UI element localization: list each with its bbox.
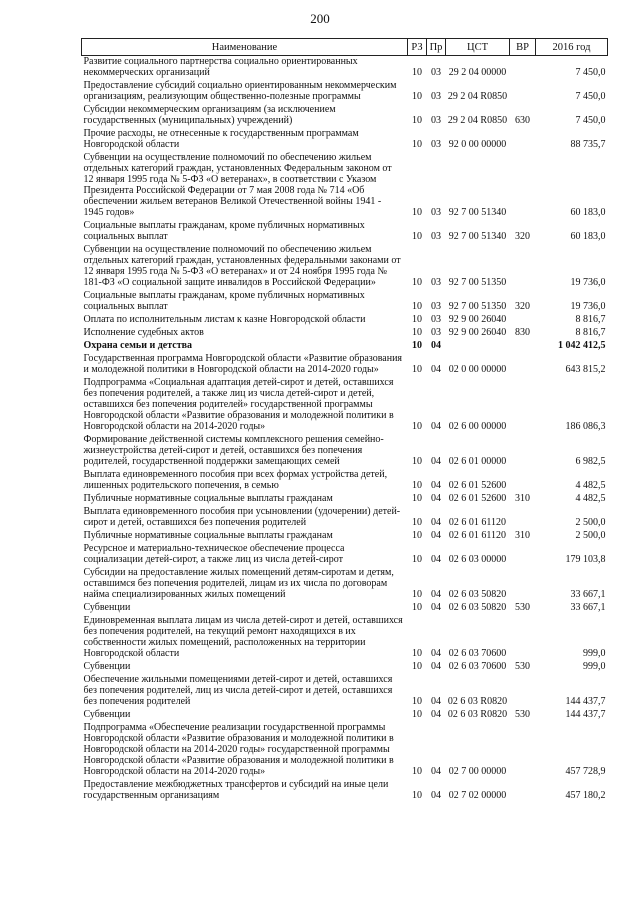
table-row	[82, 493, 608, 506]
table-row	[82, 434, 608, 469]
table-body	[82, 56, 608, 804]
row-pr: 04	[431, 456, 441, 467]
row-cst: 02 6 01 52600	[448, 480, 507, 491]
table-row	[82, 353, 608, 377]
row-pr: 03	[431, 139, 441, 150]
row-vr: 310	[515, 530, 530, 541]
table-row	[82, 152, 608, 220]
row-pr: 04	[431, 589, 441, 600]
row-rz: 10	[412, 456, 422, 467]
row-amount: 19 736,0	[570, 277, 606, 288]
row-pr: 03	[431, 327, 441, 338]
row-rz: 10	[412, 327, 422, 338]
row-amount: 643 815,2	[565, 364, 606, 375]
row-vr	[510, 434, 536, 469]
row-name: Исполнение судебных актов	[83, 327, 204, 338]
row-amount: 8 816,7	[575, 327, 606, 338]
row-pr: 03	[431, 314, 441, 325]
row-amount: 4 482,5	[575, 493, 606, 504]
table-row	[82, 340, 608, 353]
row-name: Ресурсное и материально-техническое обеспечение процесса социализации детей-сирот, а также лиц из числа детей-сирот	[83, 543, 345, 565]
row-name: Публичные нормативные социальные выплаты гражданам	[83, 530, 333, 541]
row-rz: 10	[412, 421, 422, 432]
row-amount: 179 103,8	[565, 554, 606, 565]
row-amount: 33 667,1	[570, 589, 606, 600]
row-name: Субвенции на осуществление полномочий по обеспечению жильем отдельных категорий граждан, установленных Федеральным законом от 12 января 1995 года № 5-ФЗ «О ветеранах», в соответствии с Указом Президента Российской Федерации от 7 мая 2008 года № 714 «Об обеспечении жильем ветеранов Великой Отечественной войны 1941 - 1945 годов»	[83, 152, 392, 218]
row-amount: 144 437,7	[565, 709, 606, 720]
row-cst: 92 9 00 26040	[448, 314, 507, 325]
row-pr: 04	[431, 709, 441, 720]
row-name: Подпрограмма «Социальная адаптация детей-сирот и детей, оставшихся без попечения родителей, а также лиц из числа детей-сирот и детей, оставшихся без попечения родителей» государственной программы Новгородской области «Развитие образования и молодежной политики в Новгородской области на 2014-2020 годы»	[83, 377, 394, 432]
row-cst: 02 6 03 R0820	[447, 696, 508, 707]
table-row	[82, 314, 608, 327]
row-pr: 04	[431, 602, 441, 613]
row-cst: 02 6 00 00000	[448, 421, 507, 432]
row-rz: 10	[412, 314, 422, 325]
column-header-year: 2016 год	[536, 39, 608, 56]
page-number: 200	[310, 11, 330, 26]
row-vr: 530	[515, 709, 530, 720]
row-name: Выплата единовременного пособия при усыновлении (удочерении) детей-сирот и детей, оставшихся без попечения родителей	[83, 506, 401, 528]
row-cst: 29 2 04 00000	[448, 67, 507, 78]
row-name: Субвенции	[83, 602, 131, 613]
table-row	[82, 220, 608, 244]
row-cst	[446, 340, 510, 353]
row-pr: 04	[431, 364, 441, 375]
row-pr: 03	[431, 67, 441, 78]
row-name: Обеспечение жильными помещениями детей-сирот и детей, оставшихся без попечения родителей, лиц из числа детей-сирот и детей, оставшихся без попечения родителей	[83, 674, 393, 707]
row-rz: 10	[412, 480, 422, 491]
row-name: Субвенции на осуществление полномочий по обеспечению жильем отдельных категорий граждан, установленных федеральными законами от 12 января 1995 года № 5-ФЗ «О ветеранах» и от 24 ноября 1995 года № 181-ФЗ «О социальной защите инвалидов в Российской Федерации»	[83, 244, 401, 288]
row-amount: 999,0	[583, 661, 606, 672]
row-rz: 10	[412, 766, 422, 777]
row-amount: 60 183,0	[570, 207, 606, 218]
row-cst: 02 6 03 70600	[448, 661, 507, 672]
table-row	[82, 104, 608, 128]
row-vr	[510, 340, 536, 353]
column-header-cst: ЦСТ	[446, 39, 510, 56]
row-pr: 04	[431, 340, 441, 351]
row-vr	[510, 615, 536, 661]
table-row	[82, 377, 608, 434]
table-row	[82, 674, 608, 709]
row-amount: 457 180,2	[565, 790, 606, 801]
row-amount: 4 482,5	[575, 480, 606, 491]
row-pr: 04	[431, 421, 441, 432]
row-pr: 04	[431, 661, 441, 672]
row-name: Субвенции	[83, 709, 131, 720]
row-name: Субсидии некоммерческим организациям (за исключением государственных (муниципальных) учреждений)	[83, 104, 336, 126]
column-header-rz: РЗ	[408, 39, 427, 56]
table-row	[82, 602, 608, 615]
row-name: Охрана семьи и детства	[83, 340, 193, 351]
row-cst: 02 7 02 00000	[448, 790, 507, 801]
table-row	[82, 709, 608, 722]
row-cst: 02 6 03 50820	[448, 589, 507, 600]
row-vr	[510, 567, 536, 602]
row-vr: 530	[515, 661, 530, 672]
row-pr: 03	[431, 231, 441, 242]
row-vr	[510, 56, 536, 81]
row-pr: 04	[431, 766, 441, 777]
table-row	[82, 244, 608, 290]
row-name: Социальные выплаты гражданам, кроме публичных нормативных социальных выплат	[83, 290, 365, 312]
row-amount: 6 982,5	[575, 456, 606, 467]
table-row	[82, 661, 608, 674]
row-amount: 33 667,1	[570, 602, 606, 613]
row-rz: 10	[412, 340, 422, 351]
table-row	[82, 290, 608, 314]
row-name: Формирование действенной системы комплексного решения семейно-жизнеустройства детей-сирот и детей, оставшихся без попечения родителей, государственной поддержки замещающих семей	[83, 434, 384, 467]
row-amount: 19 736,0	[570, 301, 606, 312]
row-vr	[510, 377, 536, 434]
row-rz: 10	[412, 589, 422, 600]
row-cst: 02 6 03 50820	[448, 602, 507, 613]
column-header-pr: Пр	[427, 39, 446, 56]
row-amount: 7 450,0	[575, 115, 606, 126]
row-amount: 8 816,7	[575, 314, 606, 325]
row-vr: 830	[515, 327, 530, 338]
row-rz: 10	[412, 661, 422, 672]
row-cst: 29 2 04 R0850	[447, 115, 508, 126]
row-vr	[510, 506, 536, 530]
table-row	[82, 567, 608, 602]
row-vr	[510, 674, 536, 709]
row-rz: 10	[412, 207, 422, 218]
row-cst: 02 6 01 61120	[448, 530, 507, 541]
row-cst: 92 7 00 51350	[448, 301, 507, 312]
row-amount: 999,0	[583, 648, 606, 659]
row-cst: 02 6 03 70600	[448, 648, 507, 659]
row-name: Субсидии на предоставление жилых помещений детям-сиротам и детям, оставшимся без попечения родителей, лицам из их числа по договорам найма специализированных жилых помещений	[83, 567, 394, 600]
row-pr: 04	[431, 480, 441, 491]
row-vr: 530	[515, 602, 530, 613]
row-name: Государственная программа Новгородской области «Развитие образования и молодежной политики в Новгородской области на 2014-2020 годы»	[83, 353, 403, 375]
table-row	[82, 530, 608, 543]
row-name: Предоставление субсидий социально ориентированным некоммерческим организациям, реализующим общественно-полезные программы	[83, 80, 397, 102]
row-pr: 03	[431, 277, 441, 288]
row-pr: 04	[431, 493, 441, 504]
row-pr: 04	[431, 554, 441, 565]
row-name: Выплата единовременного пособия при всех формах устройства детей, лишенных родительского попечения, в семью	[83, 469, 388, 491]
row-vr: 320	[515, 231, 530, 242]
row-pr: 04	[431, 517, 441, 528]
row-pr: 03	[431, 91, 441, 102]
row-vr	[510, 543, 536, 567]
table-row	[82, 506, 608, 530]
table-row	[82, 80, 608, 104]
row-rz: 10	[412, 602, 422, 613]
row-cst: 92 0 00 00000	[448, 139, 507, 150]
row-rz: 10	[412, 139, 422, 150]
row-rz: 10	[412, 648, 422, 659]
row-cst: 02 6 03 R0820	[447, 709, 508, 720]
table-row	[82, 615, 608, 661]
row-amount: 60 183,0	[570, 231, 606, 242]
row-name: Предоставление межбюджетных трансфертов и субсидий на иные цели государственным организациям	[83, 779, 389, 801]
table-row	[82, 779, 608, 803]
row-rz: 10	[412, 277, 422, 288]
budget-table	[81, 38, 608, 803]
row-pr: 04	[431, 696, 441, 707]
row-name: Оплата по исполнительным листам к казне Новгородской области	[83, 314, 366, 325]
row-cst: 92 7 00 51340	[448, 207, 507, 218]
row-vr	[510, 469, 536, 493]
row-vr	[510, 128, 536, 152]
row-rz: 10	[412, 67, 422, 78]
row-cst: 92 9 00 26040	[448, 327, 507, 338]
row-cst: 02 6 01 00000	[448, 456, 507, 467]
row-pr: 03	[431, 207, 441, 218]
table-row	[82, 543, 608, 567]
row-vr	[510, 152, 536, 220]
row-amount: 1 042 412,5	[558, 340, 606, 351]
row-amount: 7 450,0	[575, 91, 606, 102]
row-rz: 10	[412, 493, 422, 504]
row-cst: 92 7 00 51350	[448, 277, 507, 288]
row-rz: 10	[412, 115, 422, 126]
column-header-name: Наименование	[82, 39, 408, 56]
row-pr: 04	[431, 648, 441, 659]
row-name: Субвенции	[83, 661, 131, 672]
table-row	[82, 56, 608, 81]
row-cst: 02 0 00 00000	[448, 364, 507, 375]
row-rz: 10	[412, 301, 422, 312]
row-vr: 630	[515, 115, 530, 126]
row-rz: 10	[412, 517, 422, 528]
table-row	[82, 722, 608, 779]
table-header-row	[82, 39, 608, 56]
row-amount: 2 500,0	[575, 530, 606, 541]
row-name: Прочие расходы, не отнесенные к государственным программам Новгородской области	[83, 128, 359, 150]
table-row	[82, 327, 608, 340]
row-vr	[510, 779, 536, 803]
row-vr	[510, 722, 536, 779]
row-cst: 92 7 00 51340	[448, 231, 507, 242]
row-amount: 186 086,3	[565, 421, 606, 432]
row-amount: 88 735,7	[570, 139, 606, 150]
row-vr	[510, 353, 536, 377]
row-vr: 310	[515, 493, 530, 504]
row-cst: 02 6 03 00000	[448, 554, 507, 565]
row-cst: 29 2 04 R0850	[447, 91, 508, 102]
row-rz: 10	[412, 530, 422, 541]
row-pr: 04	[431, 790, 441, 801]
row-rz: 10	[412, 554, 422, 565]
row-cst: 02 6 01 52600	[448, 493, 507, 504]
row-vr	[510, 314, 536, 327]
row-amount: 457 728,9	[565, 766, 606, 777]
row-rz: 10	[412, 364, 422, 375]
row-rz: 10	[412, 790, 422, 801]
row-rz: 10	[412, 709, 422, 720]
row-rz: 10	[412, 91, 422, 102]
row-pr: 03	[431, 301, 441, 312]
row-cst: 02 7 00 00000	[448, 766, 507, 777]
row-rz: 10	[412, 696, 422, 707]
row-vr: 320	[515, 301, 530, 312]
row-amount: 2 500,0	[575, 517, 606, 528]
row-amount: 144 437,7	[565, 696, 606, 707]
row-name: Подпрограмма «Обеспечение реализации государственной программы Новгородской области «Развитие образования и молодежной политики в Новгородской области на 2014-2020 годы» государственной программы Новгородской области «Развитие образования и молодежной политики в Новгородской области на 2014-2020 годы»	[83, 722, 394, 777]
column-header-vr: ВР	[510, 39, 536, 56]
row-name: Публичные нормативные социальные выплаты гражданам	[83, 493, 333, 504]
row-vr	[510, 80, 536, 104]
row-vr	[510, 244, 536, 290]
row-rz: 10	[412, 231, 422, 242]
row-name: Развитие социального партнерства социально ориентированных некоммерческих организаций	[83, 56, 358, 78]
row-cst: 02 6 01 61120	[448, 517, 507, 528]
row-amount: 7 450,0	[575, 67, 606, 78]
row-pr: 03	[431, 115, 441, 126]
table-row	[82, 469, 608, 493]
row-name: Социальные выплаты гражданам, кроме публичных нормативных социальных выплат	[83, 220, 365, 242]
table-row	[82, 128, 608, 152]
row-name: Единовременная выплата лицам из числа детей-сирот и детей, оставшихся без попечения родителей, на текущий ремонт находящихся в их собственности жилых помещений, расположенных на территории Новгородской области	[83, 615, 403, 659]
row-pr: 04	[431, 530, 441, 541]
